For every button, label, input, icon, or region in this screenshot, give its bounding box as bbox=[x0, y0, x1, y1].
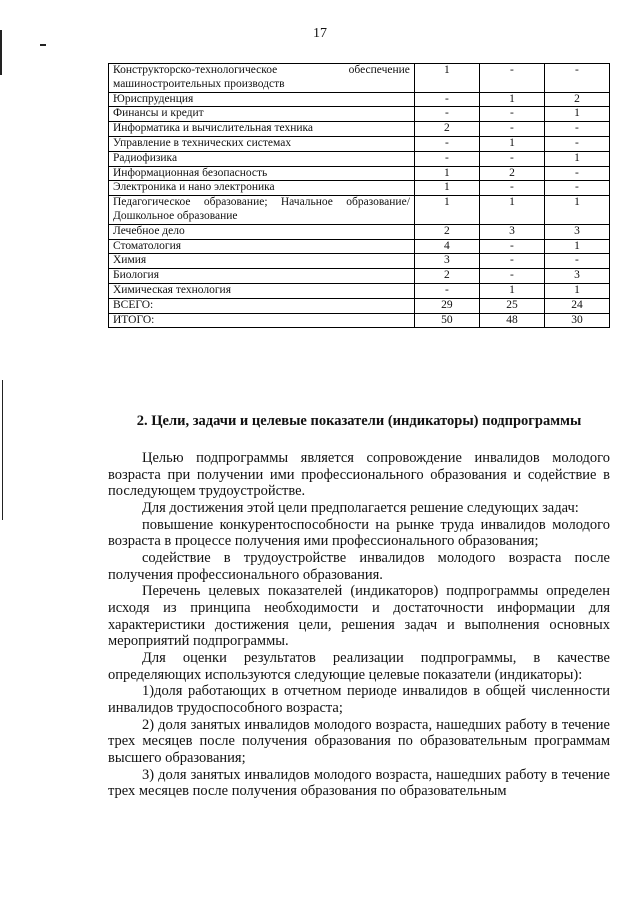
table-row bbox=[109, 151, 610, 166]
table-cell-value: 1 bbox=[414, 181, 479, 196]
table-cell-value: - bbox=[414, 107, 479, 122]
table-cell-value: - bbox=[414, 136, 479, 151]
paragraph: содействие в трудоустройстве инвалидов молодого возраста после получения профессионального образования. bbox=[108, 550, 610, 583]
table-cell-name: Химическая технология bbox=[109, 283, 415, 298]
table-cell-name: Химия bbox=[109, 254, 415, 269]
table-row bbox=[109, 181, 610, 196]
paragraph: Для оценки результатов реализации подпрограммы, в качестве определяющих используются следующие целевые показатели (индикаторы): bbox=[108, 650, 610, 683]
scan-mark bbox=[0, 30, 2, 75]
table-cell-value: - bbox=[479, 254, 544, 269]
table-cell-name: Электроника и нано электроника bbox=[109, 181, 415, 196]
table-cell-name: Лечебное дело bbox=[109, 224, 415, 239]
table-cell-value: 1 bbox=[414, 166, 479, 181]
specialties-table bbox=[108, 63, 610, 328]
table-row bbox=[109, 224, 610, 239]
table-cell-value: - bbox=[414, 283, 479, 298]
table-row bbox=[109, 313, 610, 328]
table-cell-value: 1 bbox=[544, 283, 609, 298]
table-cell-value: 48 bbox=[479, 313, 544, 328]
table-row bbox=[109, 283, 610, 298]
table-cell-name: Информационная безопасность bbox=[109, 166, 415, 181]
table-cell-value: 1 bbox=[479, 196, 544, 225]
section-heading: 2. Цели, задачи и целевые показатели (индикаторы) подпрограммы bbox=[136, 413, 582, 429]
table-cell-value: - bbox=[414, 92, 479, 107]
table-cell-name: Радиофизика bbox=[109, 151, 415, 166]
table-cell-value: 1 bbox=[479, 283, 544, 298]
table-cell-value: - bbox=[544, 122, 609, 137]
table-cell-name: Финансы и кредит bbox=[109, 107, 415, 122]
table-cell-name: Конструкторско-технологическое обеспечение машиностроительных производств bbox=[109, 64, 415, 93]
table-cell-value: - bbox=[414, 151, 479, 166]
table-cell-value: - bbox=[479, 122, 544, 137]
table-cell-value: 2 bbox=[414, 224, 479, 239]
table-cell-value: 2 bbox=[544, 92, 609, 107]
table-cell-value: - bbox=[544, 254, 609, 269]
table-cell-value: 3 bbox=[414, 254, 479, 269]
paragraph: Целью подпрограммы является сопровождение инвалидов молодого возраста при получении ими профессионального образования и содействие в последующем трудоустройстве. bbox=[108, 450, 610, 500]
table-cell-value: 3 bbox=[479, 224, 544, 239]
table-cell-name: Педагогическое образование; Начальное образование/Дошкольное образование bbox=[109, 196, 415, 225]
table-cell-value: 2 bbox=[479, 166, 544, 181]
table-cell-value: - bbox=[479, 107, 544, 122]
table-cell-value: 4 bbox=[414, 239, 479, 254]
table-row bbox=[109, 254, 610, 269]
table-cell-value: - bbox=[479, 239, 544, 254]
table-cell-value: - bbox=[544, 181, 609, 196]
table-cell-value: 29 bbox=[414, 298, 479, 313]
table-cell-value: 1 bbox=[479, 136, 544, 151]
table-cell-value: - bbox=[479, 181, 544, 196]
paragraph: Для достижения этой цели предполагается решение следующих задач: bbox=[142, 500, 579, 517]
table-cell-value: 1 bbox=[414, 196, 479, 225]
table-cell-name: Информатика и вычислительная техника bbox=[109, 122, 415, 137]
section-body bbox=[108, 450, 610, 800]
table-row bbox=[109, 92, 610, 107]
table-cell-value: - bbox=[544, 166, 609, 181]
scan-mark bbox=[2, 380, 3, 520]
table-row bbox=[109, 166, 610, 181]
table-cell-value: 2 bbox=[414, 269, 479, 284]
table-cell-value: 1 bbox=[479, 92, 544, 107]
table-cell-value: - bbox=[544, 136, 609, 151]
table-row bbox=[109, 239, 610, 254]
table-cell-value: 25 bbox=[479, 298, 544, 313]
table-cell-value: 1 bbox=[544, 239, 609, 254]
page-number: 17 bbox=[313, 26, 327, 41]
table-cell-value: 1 bbox=[414, 64, 479, 93]
table-row bbox=[109, 122, 610, 137]
table-cell-value: - bbox=[479, 64, 544, 93]
table-cell-value: 2 bbox=[414, 122, 479, 137]
table-cell-name: ВСЕГО: bbox=[109, 298, 415, 313]
table-cell-value: 30 bbox=[544, 313, 609, 328]
table-cell-name: Управление в технических системах bbox=[109, 136, 415, 151]
table-cell-value: 1 bbox=[544, 196, 609, 225]
table-cell-value: 24 bbox=[544, 298, 609, 313]
paragraph: повышение конкурентоспособности на рынке труда инвалидов молодого возраста в процессе получения ими профессионального образования; bbox=[108, 516, 610, 550]
table-row bbox=[109, 269, 610, 284]
scan-mark bbox=[40, 44, 46, 46]
table-cell-value: 3 bbox=[544, 269, 609, 284]
table-cell-value: - bbox=[479, 269, 544, 284]
table-row bbox=[109, 136, 610, 151]
table-row bbox=[109, 298, 610, 313]
table-cell-name: Стоматология bbox=[109, 239, 415, 254]
table-cell-value: 1 bbox=[544, 151, 609, 166]
table-row bbox=[109, 107, 610, 122]
paragraph: Перечень целевых показателей (индикаторов) подпрограммы определен исходя из принципа необходимости и достаточности информации для характеристики достижения цели, решения задач и выполнения основных мероприятий подпрограммы. bbox=[108, 583, 610, 650]
table-cell-name: ИТОГО: bbox=[109, 313, 415, 328]
paragraph: 1)доля работающих в отчетном периоде инвалидов в общей численности инвалидов трудоспособного возраста; bbox=[108, 683, 610, 717]
table-cell-name: Юриспруденция bbox=[109, 92, 415, 107]
table-cell-value: - bbox=[544, 64, 609, 93]
table-row bbox=[109, 196, 610, 225]
table-cell-value: 50 bbox=[414, 313, 479, 328]
paragraph: 3) доля занятых инвалидов молодого возраста, нашедших работу в течение трех месяцев после получения образования по образовательным bbox=[108, 766, 610, 800]
paragraph: 2) доля занятых инвалидов молодого возраста, нашедших работу в течение трех месяцев после получения образования по образовательным программам высшего образования; bbox=[108, 716, 610, 767]
table-cell-value: 3 bbox=[544, 224, 609, 239]
table-row bbox=[109, 64, 610, 93]
table-cell-value: - bbox=[479, 151, 544, 166]
table-cell-name: Биология bbox=[109, 269, 415, 284]
table-cell-value: 1 bbox=[544, 107, 609, 122]
